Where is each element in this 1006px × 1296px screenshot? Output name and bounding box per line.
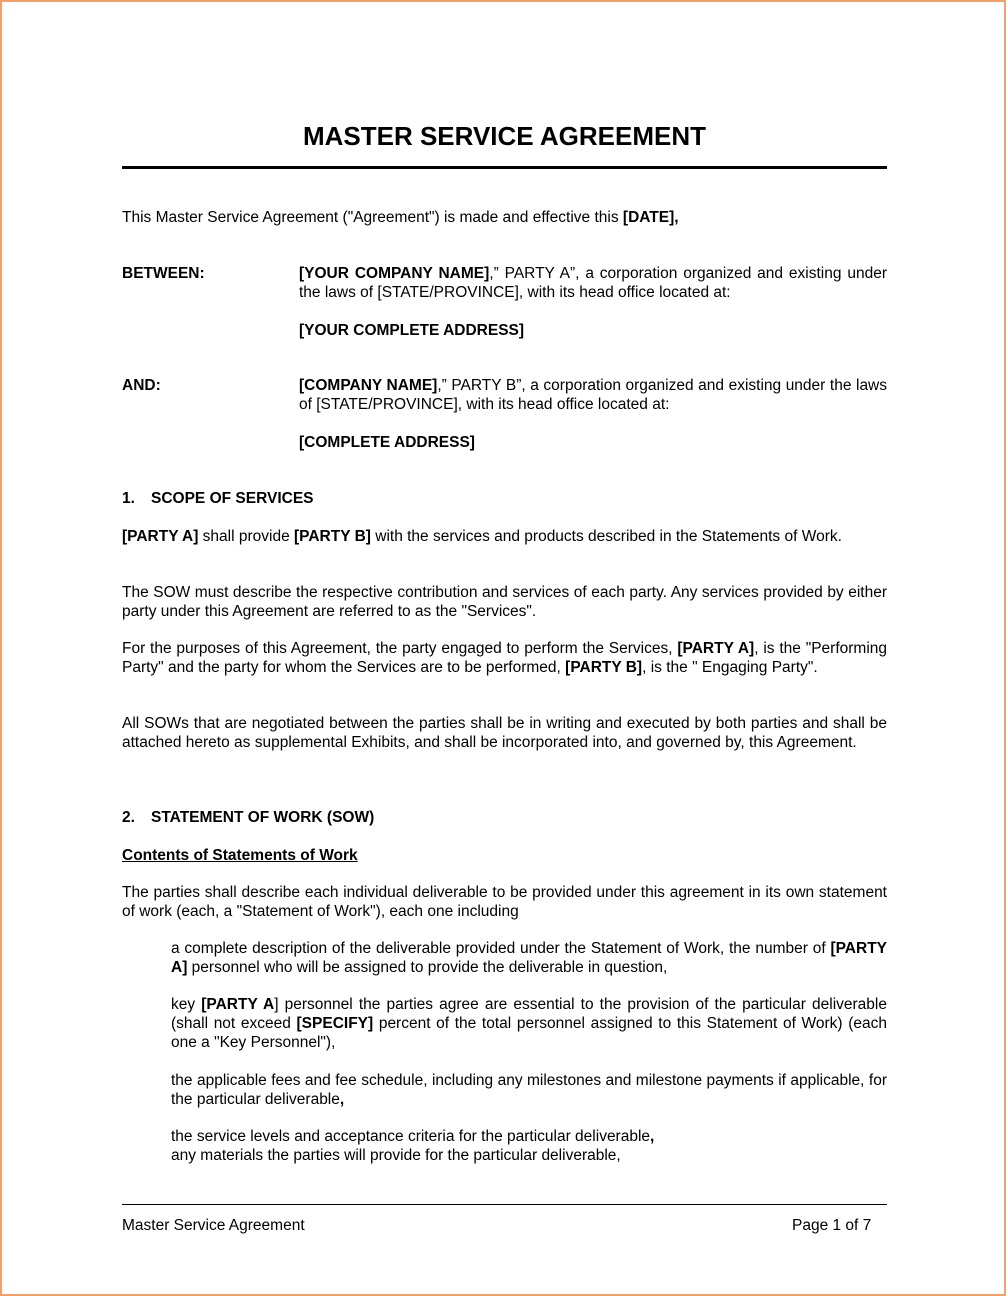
between-label: BETWEEN: xyxy=(122,265,205,282)
section-1-title: SCOPE OF SERVICES xyxy=(151,490,314,507)
footer-document-name: Master Service Agreement xyxy=(122,1217,305,1234)
text-run: For the purposes of this Agreement, the party engaged to perform the Services, xyxy=(122,640,678,657)
sow-item-4 xyxy=(171,1127,887,1146)
party-a-block xyxy=(122,264,887,344)
party-a-ref: [PARTY A] xyxy=(171,940,887,976)
party-a-description xyxy=(299,264,887,302)
party-b-name: [COMPANY NAME] xyxy=(299,377,438,394)
section-1-paragraph-1 xyxy=(122,527,887,546)
party-b-text: ,” PARTY B”, a corporation organized and existing under the laws of [STATE/PROVINCE], with its head office located at: xyxy=(299,377,888,413)
party-b-description xyxy=(299,376,887,414)
text-run: a complete description of the deliverable provided under the Statement of Work, the number of xyxy=(171,940,831,957)
party-a-ref: [PARTY A] xyxy=(122,528,199,545)
text-run: the service levels and acceptance criteria for the particular deliverable xyxy=(171,1128,651,1145)
text-run: key xyxy=(171,996,202,1013)
section-1-number: 1. xyxy=(122,490,135,507)
party-a-ref: [PARTY A xyxy=(201,996,275,1013)
text-run: percent of the total personnel assigned to this Statement of Work) (each one a "Key Personnel"), xyxy=(171,1015,887,1051)
text-run: the applicable fees and fee schedule, including any milestones and milestone payments if applicable, for the particular deliverable xyxy=(171,1072,887,1108)
text-run: personnel who will be assigned to provide the deliverable in question, xyxy=(187,959,668,976)
sow-item-1 xyxy=(171,939,887,977)
section-2-paragraph-1: The parties shall describe each individual deliverable to be provided under this agreement in its own statement of work (each, a "Statement of Work"), each one including xyxy=(122,884,887,920)
section-2-subheading-text: Contents of Statements of Work xyxy=(122,847,358,864)
footer-page-number: Page 1 of 7 xyxy=(792,1217,872,1234)
section-1-paragraph-3 xyxy=(122,639,887,677)
section-2-title: STATEMENT OF WORK (SOW) xyxy=(151,809,375,826)
section-2-number: 2. xyxy=(122,809,135,826)
specify-placeholder: [SPECIFY] xyxy=(296,1015,374,1032)
footer-divider xyxy=(122,1204,887,1205)
party-b-ref: [PARTY B] xyxy=(565,659,643,676)
party-a-name: [YOUR COMPANY NAME] xyxy=(299,265,490,282)
party-b-ref: [PARTY B] xyxy=(294,528,371,545)
intro-date: [DATE], xyxy=(622,209,679,226)
section-2-subheading xyxy=(122,846,887,865)
section-1-heading xyxy=(122,489,887,508)
intro-text: This Master Service Agreement ("Agreement") is made and effective this xyxy=(122,209,623,226)
party-b-block xyxy=(122,376,887,456)
text-run: , is the " Engaging Party". xyxy=(642,659,818,676)
document-title: MASTER SERVICE AGREEMENT xyxy=(302,121,707,151)
text-run: shall provide xyxy=(198,528,294,545)
party-a-text: ,” PARTY A”, a corporation organized and existing under the laws of [STATE/PROVINCE], with its head office located at: xyxy=(299,265,887,301)
section-1-paragraph-2: The SOW must describe the respective contribution and services of each party. Any services provided by either party under this Agreement are referred to as the "Services". xyxy=(122,584,887,620)
intro-paragraph xyxy=(122,208,887,227)
party-a-ref: [PARTY A] xyxy=(677,640,755,657)
and-label: AND: xyxy=(122,377,161,394)
party-b-address xyxy=(299,433,887,452)
sow-item-3 xyxy=(171,1071,887,1109)
sow-item-5: any materials the parties will provide for the particular deliverable, xyxy=(171,1147,621,1164)
bold-comma: , xyxy=(339,1091,345,1108)
title-divider xyxy=(122,166,887,169)
party-b-address-text: [COMPLETE ADDRESS] xyxy=(299,434,475,451)
text-run: , is the "Performing Party" and the party for whom the Services are to be performed, xyxy=(122,640,887,676)
text-run: ] personnel the parties agree are essential to the provision of the particular deliverable (shall not exceed xyxy=(171,996,887,1032)
section-2-heading xyxy=(122,808,887,827)
party-a-address-text: [YOUR COMPLETE ADDRESS] xyxy=(299,322,525,339)
bold-comma: , xyxy=(650,1128,655,1145)
sow-item-2 xyxy=(171,995,887,1052)
party-a-address xyxy=(299,321,887,340)
text-run: with the services and products described in the Statements of Work. xyxy=(370,528,842,545)
section-1-paragraph-4: All SOWs that are negotiated between the parties shall be in writing and executed by both parties and shall be attached hereto as supplemental Exhibits, and shall be incorporated into, and governed by, this Agreement. xyxy=(122,715,887,751)
